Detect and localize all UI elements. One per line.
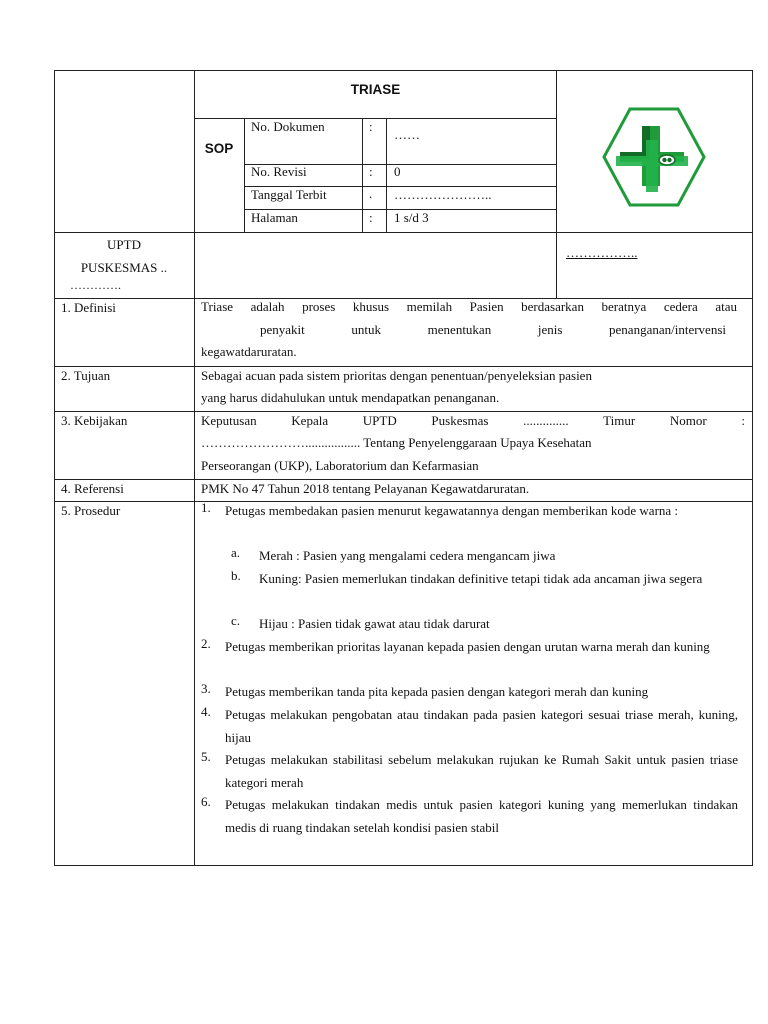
field-value-tanggal-terbit: …………………..	[394, 187, 492, 202]
field-value-no-dokumen: ……	[394, 127, 420, 142]
prosedur-list	[201, 500, 738, 860]
table-border-right	[752, 70, 753, 866]
label-kebijakan: 3. Kebijakan	[61, 413, 128, 428]
label-referensi: 4. Referensi	[61, 481, 124, 496]
field-value-halaman: 1 s/d 3	[394, 210, 429, 225]
field-sep-halaman: :	[369, 210, 373, 225]
label-definisi: 1. Definisi	[61, 300, 116, 315]
list-item-number: 4.	[201, 704, 211, 719]
list-item-text: Petugas melakukan pengobatan atau tindakan pada pasien kategori sesuai triase merah, kuning, hijau	[225, 707, 738, 745]
sop-divider	[244, 118, 245, 233]
definisi-line-1: Triase adalah proses khusus memilah Pasien berdasarkan beratnya cedera atau	[201, 299, 737, 314]
field-label-divider	[362, 118, 363, 233]
sub-list-item-text: Kuning: Pasien memerlukan tindakan definitive tetapi tidak ada ancaman jiwa segera	[259, 571, 703, 586]
field-sep-tanggal-terbit: .	[369, 186, 373, 201]
org-dots: ………….	[70, 278, 121, 292]
org-line-puskesmas: PUSKESMAS ..	[80, 260, 168, 275]
sub-list-item-text: Merah : Pasien yang mengalami cedera mengancam jiwa	[259, 548, 556, 563]
column-divider-main	[194, 70, 195, 866]
tujuan-line-1: Sebagai acuan pada sistem prioritas dengan penentuan/penyeleksian pasien	[201, 368, 592, 383]
org-line-uptd: UPTD	[107, 237, 141, 252]
list-item-text: Petugas melakukan tindakan medis untuk pasien kategori kuning yang memerlukan tindakan medis di ruang tindakan setelah kondisi pasien stabil	[225, 797, 738, 835]
field-label-no-revisi: No. Revisi	[251, 164, 307, 179]
field-value-no-revisi: 0	[394, 164, 401, 179]
list-item-number: 1.	[201, 500, 211, 515]
list-item-text: Petugas memberikan prioritas layanan kepada pasien dengan urutan warna merah dan kuning	[225, 639, 710, 654]
sub-list-item-letter: a.	[231, 545, 241, 560]
list-item-number: 3.	[201, 681, 211, 696]
field-label-halaman: Halaman	[251, 210, 298, 225]
column-divider-logo	[556, 70, 557, 299]
definisi-line-2: penyakit untuk menentukan jenis penanganan/intervensi	[260, 322, 726, 337]
list-item-number: 5.	[201, 749, 211, 764]
field-sep-no-dokumen: :	[369, 119, 373, 134]
field-sep-divider	[386, 118, 387, 233]
sub-list-item-text: Hijau : Pasien tidak gawat atau tidak darurat	[259, 616, 490, 631]
definisi-line-3: kegawatdaruratan.	[201, 344, 297, 359]
field-sep-no-revisi: :	[369, 164, 373, 179]
sop-label: SOP	[204, 141, 234, 156]
kebijakan-line-3: Perseorangan (UKP), Laboratorium dan Kefarmasian	[201, 458, 479, 473]
kebijakan-line-1: Keputusan Kepala UPTD Puskesmas .............. Timur Nomor :	[201, 413, 745, 428]
list-item-text: Petugas membedakan pasien menurut kegawatannya dengan memberikan kode warna :	[225, 503, 679, 518]
document-title: TRIASE	[350, 82, 401, 97]
field-label-no-dokumen: No. Dokumen	[251, 119, 325, 134]
signature-dots: ……………..	[566, 245, 638, 260]
puskesmas-logo-icon	[600, 106, 708, 208]
org-name	[54, 233, 194, 279]
kebijakan-line-2: ……………………................. Tentang Penyelenggaraan Upaya Kesehatan	[201, 435, 592, 450]
table-border-bottom	[54, 865, 753, 866]
tujuan-line-2: yang harus didahulukan untuk mendapatkan penanganan.	[201, 390, 500, 405]
label-tujuan: 2. Tujuan	[61, 368, 111, 383]
list-item-number: 2.	[201, 636, 211, 651]
list-item-text: Petugas melakukan stabilitasi sebelum melakukan rujukan ke Rumah Sakit untuk pasien triase kategori merah	[225, 752, 738, 790]
table-border-left	[54, 70, 55, 866]
field-label-tanggal-terbit: Tanggal Terbit	[251, 187, 327, 202]
label-prosedur: 5. Prosedur	[61, 503, 121, 518]
sub-list-item-letter: b.	[231, 568, 241, 583]
list-item-number: 6.	[201, 794, 211, 809]
referensi-text: PMK No 47 Tahun 2018 tentang Pelayanan Kegawatdaruratan.	[201, 481, 530, 496]
sub-list-item-letter: c.	[231, 613, 241, 628]
title-bottom-line	[194, 118, 557, 119]
list-item-text: Petugas memberikan tanda pita kepada pasien dengan kategori merah dan kuning	[225, 684, 649, 699]
table-border-top	[54, 70, 753, 71]
